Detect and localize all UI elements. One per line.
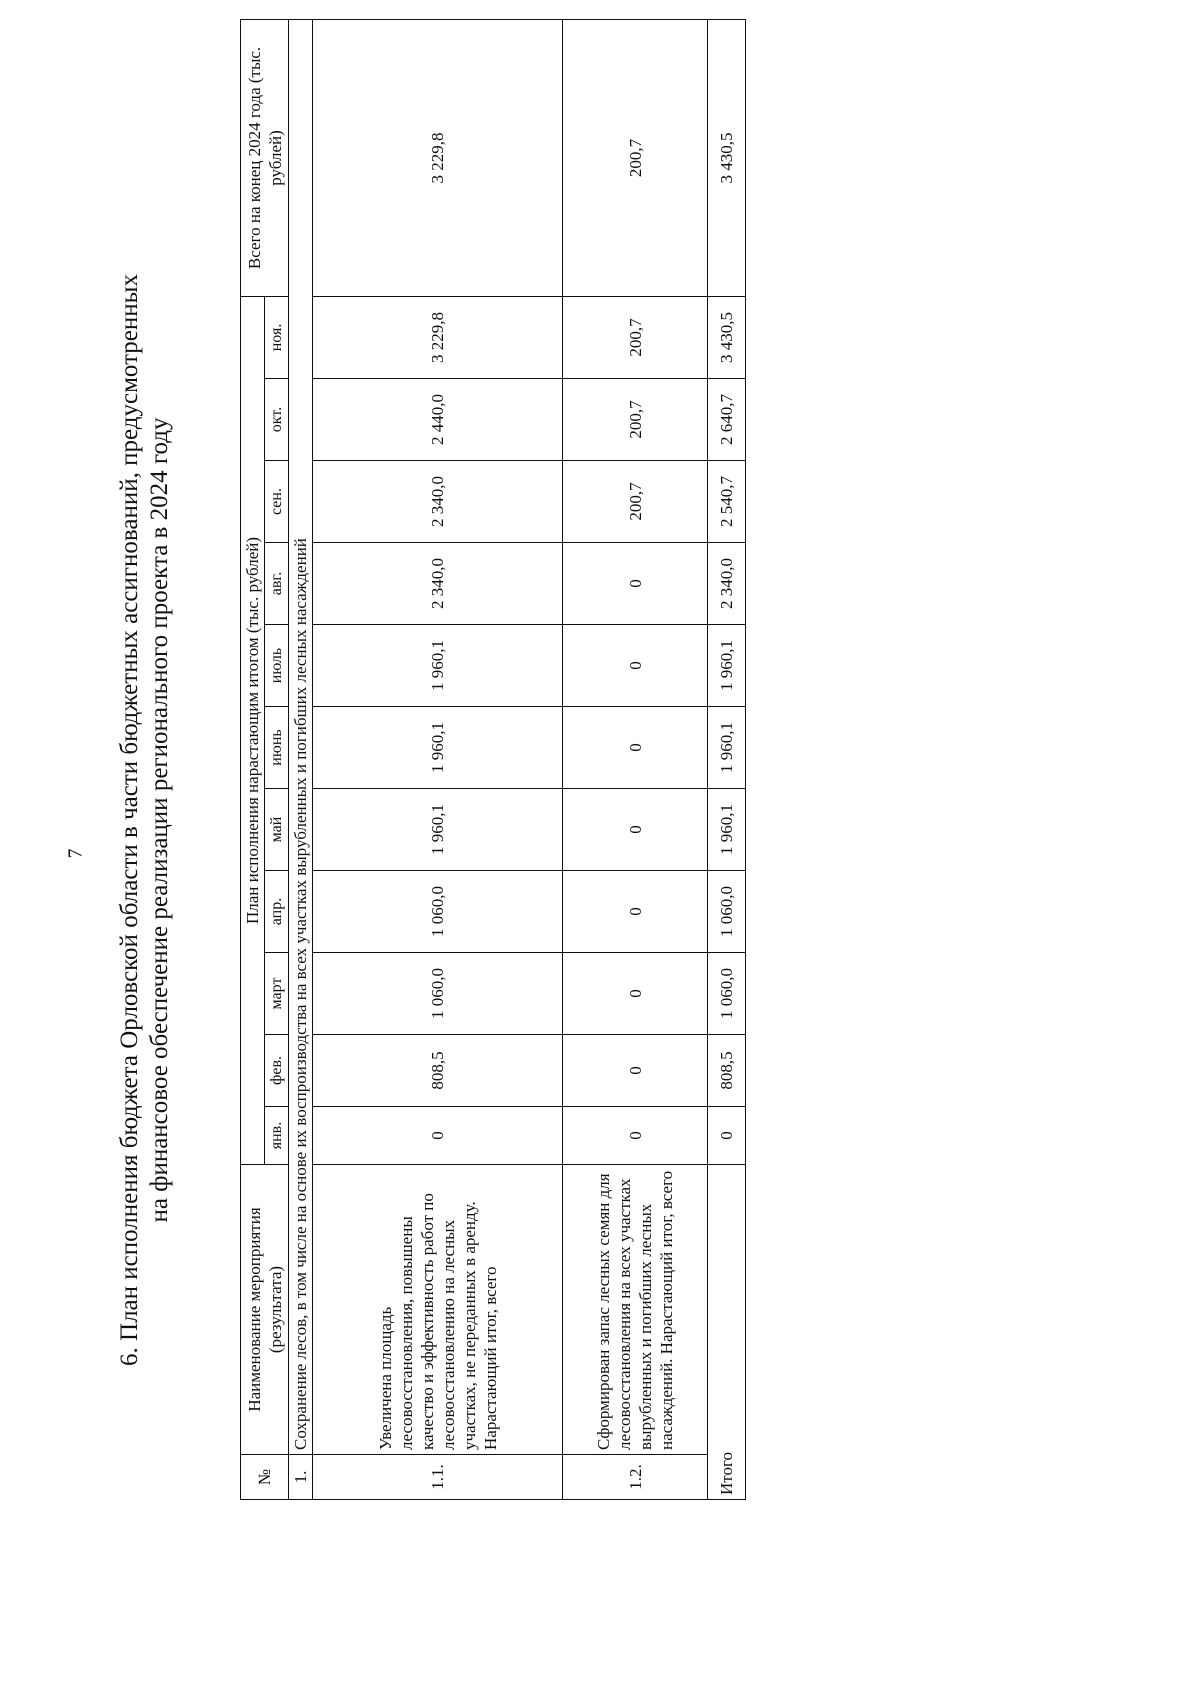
month-value-cell: 1 960,1: [313, 789, 563, 871]
header-plan: План исполнения нарастающим итогом (тыс. рублей): [241, 296, 265, 1164]
row-name: Увеличена площадь лесовосстановления, повышены качество и эффективность работ по лесовосстановлению на лесных участках, не переданных в аренду. Нарастающий итог, всего: [313, 1165, 563, 1455]
month-value-cell: 2 340,0: [313, 543, 563, 625]
month-value-cell: 2 440,0: [313, 379, 563, 461]
month-value-cell: 0: [563, 543, 708, 625]
month-header: июнь: [265, 707, 289, 789]
budget-plan-table: [240, 19, 746, 1500]
title-line-1: 6. План исполнения бюджета Орловской области в части бюджетных ассигнований, предусмотренных: [116, 274, 143, 1366]
rotated-page-content: [115, 40, 935, 1600]
month-value-cell: 0: [313, 1107, 563, 1165]
page-number: 7: [64, 848, 87, 859]
month-header: март: [265, 953, 289, 1035]
table-row: [313, 19, 563, 1499]
month-header: апр.: [265, 871, 289, 953]
header-number: №: [241, 1455, 289, 1500]
month-header: сен.: [265, 461, 289, 543]
month-value-cell: 0: [563, 871, 708, 953]
table-row: [563, 19, 708, 1499]
month-header: авг.: [265, 543, 289, 625]
month-header: окт.: [265, 379, 289, 461]
section-row: [289, 19, 313, 1499]
title-line-2: на финансовое обеспечение реализации регионального проекта в 2024 году: [146, 417, 173, 1223]
month-header: фев.: [265, 1035, 289, 1107]
itogo-value-cell: 2 340,0: [708, 543, 746, 625]
month-header: янв.: [265, 1107, 289, 1165]
itogo-value-cell: 0: [708, 1107, 746, 1165]
itogo-label: Итого: [708, 1165, 746, 1500]
month-header: май: [265, 789, 289, 871]
section-number: 1.: [289, 1455, 313, 1500]
month-value-cell: 200,7: [563, 461, 708, 543]
month-value-cell: 1 960,1: [313, 707, 563, 789]
month-header: июль: [265, 625, 289, 707]
row-total-cell: 3 229,8: [313, 19, 563, 296]
month-value-cell: 0: [563, 789, 708, 871]
month-value-cell: 1 960,1: [313, 625, 563, 707]
row-name: Сформирован запас лесных семян для лесовосстановления на всех участках вырубленных и погибших лесных насаждений. Нарастающий итог, всего: [563, 1165, 708, 1455]
itogo-value-cell: 808,5: [708, 1035, 746, 1107]
header-total: Всего на конец 2024 года (тыс. рублей): [241, 19, 289, 296]
itogo-value-cell: 1 960,1: [708, 707, 746, 789]
itogo-value-cell: 1 960,1: [708, 625, 746, 707]
document-title: [115, 40, 175, 1600]
row-number: 1.2.: [563, 1455, 708, 1500]
month-value-cell: 2 340,0: [313, 461, 563, 543]
itogo-value-cell: 2 640,7: [708, 379, 746, 461]
row-total-cell: 200,7: [563, 19, 708, 296]
section-title: Сохранение лесов, в том числе на основе их воспроизводства на всех участках вырубленных и погибших лесных насаждений: [289, 19, 313, 1454]
month-value-cell: 3 229,8: [313, 296, 563, 378]
itogo-value-cell: 1 060,0: [708, 871, 746, 953]
month-value-cell: 0: [563, 707, 708, 789]
month-value-cell: 0: [563, 1107, 708, 1165]
month-value-cell: 200,7: [563, 296, 708, 378]
month-value-cell: 808,5: [313, 1035, 563, 1107]
header-name: Наименование мероприятия (результата): [241, 1165, 289, 1455]
itogo-value-cell: 2 540,7: [708, 461, 746, 543]
month-value-cell: 1 060,0: [313, 871, 563, 953]
month-value-cell: 1 060,0: [313, 953, 563, 1035]
row-number: 1.1.: [313, 1455, 563, 1500]
itogo-value-cell: 3 430,5: [708, 296, 746, 378]
itogo-value-cell: 1 960,1: [708, 789, 746, 871]
month-value-cell: 0: [563, 1035, 708, 1107]
itogo-row: [708, 19, 746, 1499]
itogo-value-cell: 1 060,0: [708, 953, 746, 1035]
month-value-cell: 200,7: [563, 379, 708, 461]
itogo-total-cell: 3 430,5: [708, 19, 746, 296]
month-value-cell: 0: [563, 625, 708, 707]
month-header: ноя.: [265, 296, 289, 378]
month-value-cell: 0: [563, 953, 708, 1035]
